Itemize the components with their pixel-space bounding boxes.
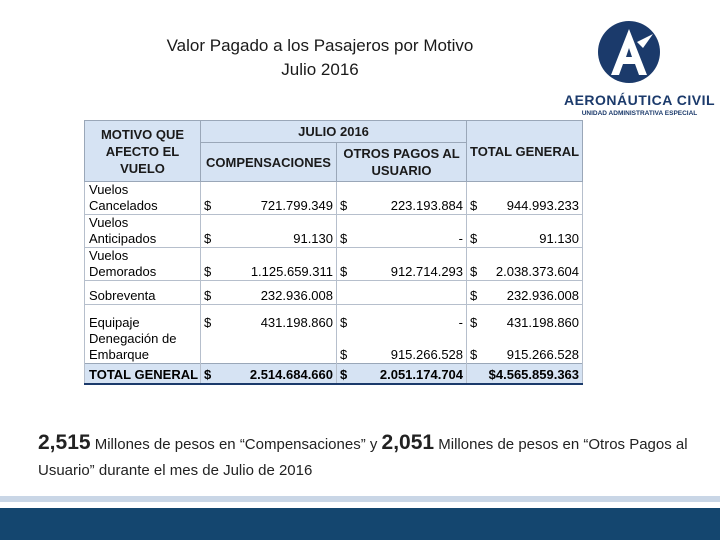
currency-symbol: $ bbox=[201, 281, 221, 305]
row-motivo-line2: Cancelados bbox=[85, 198, 201, 215]
table-row bbox=[85, 264, 583, 281]
total-value: 915.266.528 bbox=[485, 347, 583, 364]
total-value: 91.130 bbox=[485, 231, 583, 248]
currency-symbol: $ bbox=[467, 198, 485, 215]
grand-total: $4.565.859.363 bbox=[485, 364, 583, 384]
compensaciones-value: 431.198.860 bbox=[221, 305, 337, 332]
footer-divider bbox=[0, 496, 720, 502]
otros-pagos-value bbox=[355, 281, 467, 305]
table-row bbox=[85, 305, 583, 332]
table-row bbox=[85, 331, 583, 347]
currency-symbol: $ bbox=[467, 347, 485, 364]
row-motivo-line1: Vuelos bbox=[85, 248, 201, 265]
payments-table bbox=[84, 120, 583, 385]
table-row bbox=[85, 231, 583, 248]
currency-symbol: $ bbox=[337, 198, 355, 215]
currency-symbol: $ bbox=[201, 364, 221, 384]
total-label: TOTAL GENERAL bbox=[85, 364, 201, 384]
header-period: JULIO 2016 bbox=[201, 121, 467, 143]
currency-symbol: $ bbox=[337, 364, 355, 384]
header-compensaciones: COMPENSACIONES bbox=[201, 143, 337, 182]
summary-otros-number: 2,051 bbox=[381, 431, 435, 454]
currency-symbol: $ bbox=[467, 281, 485, 305]
header-otros-pagos: OTROS PAGOS AL USUARIO bbox=[337, 143, 467, 182]
compensaciones-value: 91.130 bbox=[221, 231, 337, 248]
row-motivo-line1: Denegación de bbox=[85, 331, 201, 347]
currency-symbol: $ bbox=[337, 305, 355, 332]
total-value: 232.936.008 bbox=[485, 281, 583, 305]
compensaciones-value bbox=[221, 347, 337, 364]
aerocivil-logo bbox=[562, 20, 717, 130]
table-row bbox=[85, 182, 583, 199]
table-row bbox=[85, 248, 583, 265]
otros-pagos-value: 223.193.884 bbox=[355, 198, 467, 215]
currency-symbol: $ bbox=[201, 305, 221, 332]
currency-symbol: $ bbox=[467, 305, 485, 332]
logo-brand-text: AERONÁUTICA CIVIL bbox=[563, 92, 716, 108]
currency-symbol: $ bbox=[467, 264, 485, 281]
table-row bbox=[85, 347, 583, 364]
total-row bbox=[85, 364, 583, 384]
table-row bbox=[85, 215, 583, 232]
currency-symbol: $ bbox=[337, 347, 355, 364]
table-row bbox=[85, 281, 583, 305]
currency-symbol: $ bbox=[337, 231, 355, 248]
row-motivo-line2: Demorados bbox=[85, 264, 201, 281]
total-compensaciones: 2.514.684.660 bbox=[221, 364, 337, 384]
table-row bbox=[85, 198, 583, 215]
row-motivo-line1: Vuelos bbox=[85, 215, 201, 232]
total-value: 2.038.373.604 bbox=[485, 264, 583, 281]
slide-title: Valor Pagado a los Pasajeros por Motivo bbox=[166, 36, 474, 55]
total-value: 944.993.233 bbox=[485, 198, 583, 215]
compensaciones-value: 1.125.659.311 bbox=[221, 264, 337, 281]
compensaciones-value: 721.799.349 bbox=[221, 198, 337, 215]
total-value: 431.198.860 bbox=[485, 305, 583, 332]
row-motivo-line2: Sobreventa bbox=[85, 281, 201, 305]
total-otros-pagos: 2.051.174.704 bbox=[355, 364, 467, 384]
row-motivo-line2: Anticipados bbox=[85, 231, 201, 248]
compensaciones-value: 232.936.008 bbox=[221, 281, 337, 305]
summary-compensaciones-number: 2,515 bbox=[38, 431, 91, 454]
summary-text-part1: Millones de pesos en “Compensaciones” y bbox=[90, 436, 382, 453]
footer-bar bbox=[0, 508, 720, 540]
header-motivo: MOTIVO QUE AFECTO EL VUELO bbox=[85, 121, 201, 182]
row-motivo-line2: Embarque bbox=[85, 347, 201, 364]
currency-symbol: $ bbox=[201, 264, 221, 281]
currency-symbol: $ bbox=[201, 198, 221, 215]
aerocivil-a-logo-icon bbox=[597, 20, 661, 84]
otros-pagos-value: - bbox=[355, 231, 467, 248]
header-total: TOTAL GENERAL bbox=[467, 121, 583, 182]
summary-text-part2: Millones de pesos en “Otros Pagos al Usuario” durante el mes de Julio de 2016 bbox=[38, 436, 688, 479]
otros-pagos-value: 912.714.293 bbox=[355, 264, 467, 281]
row-motivo-line1: Vuelos bbox=[85, 182, 201, 199]
otros-pagos-value: 915.266.528 bbox=[355, 347, 467, 364]
currency-symbol: $ bbox=[467, 231, 485, 248]
currency-symbol: $ bbox=[337, 264, 355, 281]
row-motivo-line2: Equipaje bbox=[85, 305, 201, 332]
summary-text bbox=[38, 430, 704, 484]
logo-subtitle-text: UNIDAD ADMINISTRATIVA ESPECIAL bbox=[581, 110, 698, 117]
slide-subtitle: Julio 2016 bbox=[281, 60, 359, 79]
otros-pagos-value: - bbox=[355, 305, 467, 332]
currency-symbol: $ bbox=[201, 231, 221, 248]
